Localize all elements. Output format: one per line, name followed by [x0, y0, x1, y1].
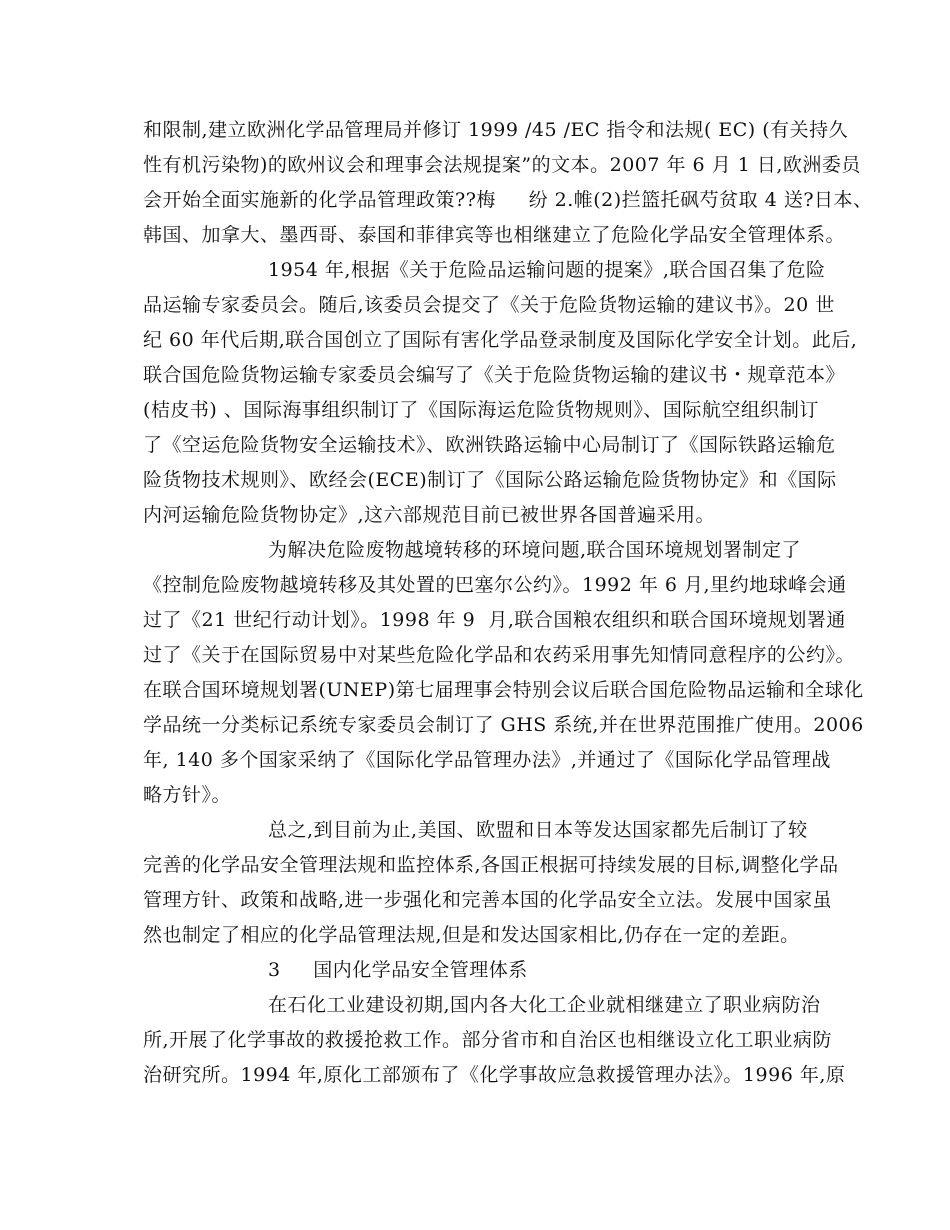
text-line: 性有机污染物)的欧州议会和理事会法规提案”的文本。2007 年 6 月 1 日,欧洲委员	[143, 154, 861, 176]
text-line: 年, 140 多个国家采纳了《国际化学品管理办法》,并通过了《国际化学品管理战	[143, 749, 831, 771]
text-line: 1954 年,根据《关于危险品运输问题的提案》,联合国召集了危险	[268, 259, 826, 281]
text-line: 了《空运危险货物安全运输技术》、欧洲铁路运输中心局制订了《国际铁路运输危	[143, 434, 836, 456]
text-line: 内河运输危险货物协定》,这六部规范目前已被世界各国普遍采用。	[143, 504, 716, 526]
text-line: 在石化工业建设初期,国内各大化工企业就相继建立了职业病防治	[268, 994, 821, 1016]
text-line: 在联合国环境规划署(UNEP)第七届理事会特别会议后联合国危险物品运输和全球化	[143, 679, 864, 701]
text-line: 险货物技术规则》、欧经会(ECE)制订了《国际公路运输危险货物协定》和《国际	[143, 469, 837, 491]
text-line: (桔皮书) 、国际海事组织制订了《国际海运危险货物规则》、国际航空组织制订	[143, 399, 819, 421]
text-line: 韩国、加拿大、墨西哥、泰国和菲律宾等也相继建立了危险化学品安全管理体系。	[143, 224, 846, 246]
text-line: 为解决危险废物越境转移的环境问题,联合国环境规划署制定了	[268, 539, 802, 561]
text-line: 完善的化学品安全管理法规和监控体系,各国正根据可持续发展的目标,调整化学品	[143, 854, 839, 876]
text-line: 过了《关于在国际贸易中对某些危险化学品和农药采用事先知情同意程序的公约》。	[143, 644, 856, 666]
text-line: 联合国危险货物运输专家委员会编写了《关于危险货物运输的建议书・规章范本》	[143, 364, 846, 386]
text-line: 略方针》。	[143, 784, 232, 806]
text-line: 和限制,建立欧洲化学品管理局并修订 1999 /45 /EC 指令和法规( EC) (有关持久	[143, 119, 849, 141]
text-line: 过了《21 世纪行动计划》。1998 年 9 月,联合国粮农组织和联合国环境规划署通	[143, 609, 846, 631]
text-line: 学品统一分类标记系统专家委员会制订了 GHS 系统,并在世界范围推广使用。2006	[143, 714, 864, 736]
section-heading: 3 国内化学品安全管理体系	[268, 959, 528, 981]
text-line: 会开始全面实施新的化学品管理政策??梅 纷 2.帷(2)拦篮托砜芍贫取 4 送?日本、	[143, 189, 873, 211]
text-line: 治研究所。1994 年,原化工部颁布了《化学事故应急救援管理办法》。1996 年,原	[143, 1064, 846, 1086]
text-line: 纪 60 年代后期,联合国创立了国际有害化学品登录制度及国际化学安全计划。此后,	[143, 329, 858, 351]
text-line: 所,开展了化学事故的救援抢救工作。部分省市和自治区也相继设立化工职业病防	[143, 1029, 833, 1051]
text-line: 管理方针、政策和战略,进一步强化和完善本国的化学品安全立法。发展中国家虽	[143, 889, 833, 911]
text-line: 《控制危险废物越境转移及其处置的巴塞尔公约》。1992 年 6 月,里约地球峰会通	[143, 574, 847, 596]
text-line: 然也制定了相应的化学品管理法规,但是和发达国家相比,仍存在一定的差距。	[143, 924, 800, 946]
text-line: 品运输专家委员会。随后,该委员会提交了《关于危险货物运输的建议书》。20 世	[143, 294, 835, 316]
text-line: 总之,到目前为止,美国、欧盟和日本等发达国家都先后制订了较	[268, 819, 808, 841]
